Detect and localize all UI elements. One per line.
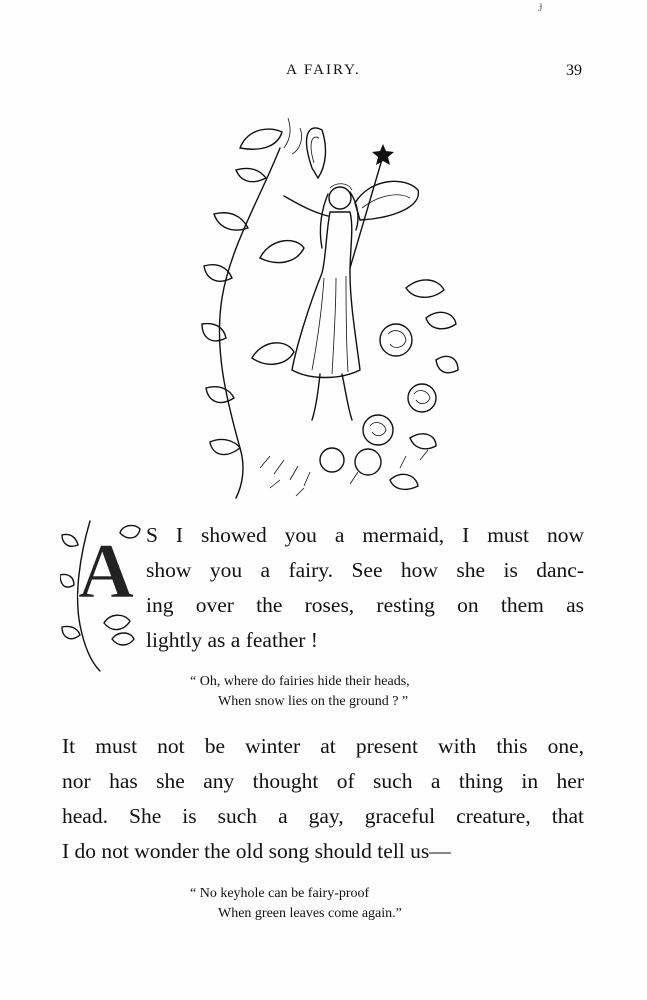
paragraph-1: [146, 518, 584, 658]
paragraph-2: [62, 729, 584, 869]
paragraph-1-line: S I showed you a mermaid, I must now: [146, 523, 584, 547]
paragraph-1-line: lightly as a feather !: [146, 628, 318, 652]
verse-line: “ No keyhole can be fairy-proof: [190, 886, 370, 901]
verse-quote-2: [190, 884, 402, 924]
dropcap-initial: [60, 515, 144, 673]
paragraph-2-line: head. She is such a gay, graceful creature, that: [62, 804, 584, 828]
paragraph-2-line: nor has she any thought of such a thing in her: [62, 769, 584, 793]
page-number: 39: [566, 62, 582, 79]
verse-line: “ Oh, where do fairies hide their heads,: [190, 674, 410, 689]
dropcap-letter: A: [77, 527, 135, 614]
verse-line: When green leaves come again.”: [218, 906, 402, 921]
corner-mark: Ɉ: [538, 0, 543, 14]
paragraph-2-line: It must not be winter at present with this one,: [62, 734, 584, 758]
fairy-illustration: [200, 108, 460, 503]
paragraph-1-line: ing over the roses, resting on them as: [146, 593, 584, 617]
paragraph-1-line: show you a fairy. See how she is danc-: [146, 558, 584, 582]
verse-line: When snow lies on the ground ? ”: [218, 694, 409, 709]
paragraph-2-line: I do not wonder the old song should tell us—: [62, 839, 451, 863]
verse-quote-1: [190, 672, 410, 712]
running-head: A FAIRY.: [286, 62, 361, 78]
